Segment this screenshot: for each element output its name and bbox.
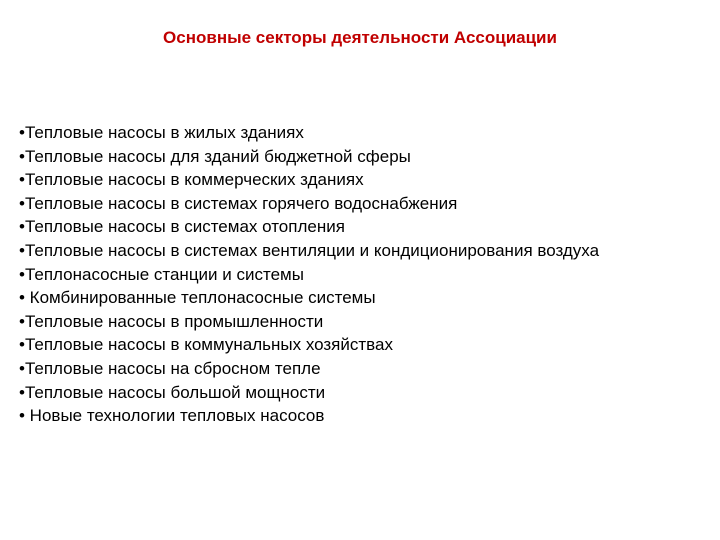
list-item: •Тепловые насосы в жилых зданиях bbox=[19, 123, 304, 142]
list-item: •Тепловые насосы на сбросном тепле bbox=[19, 358, 321, 378]
list-item: •Тепловые насосы в системах горячего водоснабжения bbox=[19, 193, 458, 213]
list-item: •Тепловые насосы большой мощности bbox=[19, 382, 326, 402]
list-item: •Тепловые насосы в промышленности bbox=[19, 311, 324, 331]
list-item: •Тепловые насосы в системах отопления bbox=[19, 217, 345, 237]
bullet-list bbox=[19, 121, 709, 428]
list-item: •Тепловые насосы в коммерческих зданиях bbox=[19, 170, 364, 190]
list-item: • Новые технологии тепловых насосов bbox=[19, 406, 325, 426]
list-item: •Тепловые насосы в системах вентиляции и кондиционирования воздуха bbox=[19, 240, 600, 260]
slide-title: Основные секторы деятельности Ассоциации bbox=[163, 28, 557, 47]
list-item: •Тепловые насосы в коммунальных хозяйствах bbox=[19, 335, 393, 355]
list-item: •Теплонасосные станции и системы bbox=[19, 264, 304, 284]
list-item: • Комбинированные теплонасосные системы bbox=[19, 288, 376, 308]
list-item: •Тепловые насосы для зданий бюджетной сферы bbox=[19, 146, 411, 166]
